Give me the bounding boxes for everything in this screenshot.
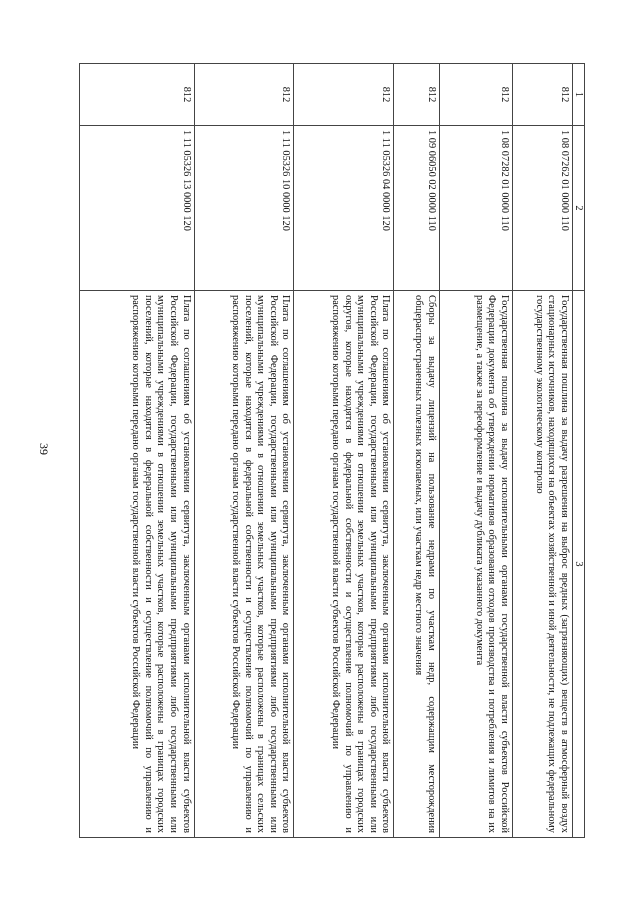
description-cell: Сборы за выдачу лицензий на пользование недрами по участкам недр, содержащим месторождения общераспространенных полезных ископаемых, или участкам недр местного значения — [394, 291, 439, 838]
admin-code-cell: 812 — [194, 64, 294, 126]
column-header-1: 1 — [573, 64, 585, 126]
column-header-2: 2 — [573, 126, 585, 291]
kbk-code-cell: 1 09 06050 02 0000 110 — [394, 126, 439, 291]
kbk-code-cell: 1 11 05326 04 0000 120 — [294, 126, 394, 291]
page-number: 39 — [37, 443, 51, 455]
description-cell: Плата по соглашениям об установлении сервитута, заключенным органами исполнительной власти субъектов Российской Федерации, государственными или муниципальными предприятиями либо государственными или муниципальными учреждениями в отношении земельных участков, которые расположены в границах городских поселений, которые находятся в федеральной собственности и осуществление полномочий по управлению и распоряжению которыми передано органам государственной власти субъектов Российской Федерации — [80, 291, 195, 838]
table-row — [194, 64, 294, 838]
table-row — [394, 64, 439, 838]
description-cell: Государственная пошлина за выдачу разрешения на выброс вредных (загрязняющих) веществ в атмосферный воздух стационарных источников, находящихся на объектах хозяйственной и иной деятельности, не подлежащих федеральному государственному экологическому контролю — [513, 291, 573, 838]
admin-code-cell: 812 — [394, 64, 439, 126]
kbk-code-cell: 1 08 07282 01 0000 110 — [439, 126, 513, 291]
table-row — [80, 64, 195, 838]
kbk-code-cell: 1 08 07262 01 0000 110 — [513, 126, 573, 291]
kbk-code-cell: 1 11 05326 10 0000 120 — [194, 126, 294, 291]
kbk-code-cell: 1 11 05326 13 0000 120 — [80, 126, 195, 291]
admin-code-cell: 812 — [294, 64, 394, 126]
document-table-rotated — [79, 63, 585, 837]
admin-code-cell: 812 — [513, 64, 573, 126]
description-cell: Плата по соглашениям об установлении сервитута, заключенным органами исполнительной власти субъектов Российской Федерации, государственными или муниципальными предприятиями либо государственными или муниципальными учреждениями в отношении земельных участков, которые расположены в границах сельских поселений, которые находятся в федеральной собственности и осуществление полномочий по управлению и распоряжению которыми передано органам государственной власти субъектов Российской Федерации — [194, 291, 294, 838]
admin-code-cell: 812 — [80, 64, 195, 126]
table-header-row — [573, 64, 585, 838]
table-row — [439, 64, 513, 838]
column-header-3: 3 — [573, 291, 585, 838]
admin-code-cell: 812 — [439, 64, 513, 126]
description-cell: Государственная пошлина за выдачу исполнительными органами государственной власти субъектов Российской Федерации документа об утверждении нормативов образования отходов производства и потребления и лимитов на их размещение, а также за переоформление и выдачу дубликата указанного документа — [439, 291, 513, 838]
table-row — [513, 64, 573, 838]
budget-codes-table — [79, 63, 585, 838]
table-row — [294, 64, 394, 838]
description-cell: Плата по соглашениям об установлении сервитута, заключенным органами исполнительной власти субъектов Российской Федерации, государственными или муниципальными предприятиями либо государственными или муниципальными учреждениями в отношении земельных участков, которые расположены в границах городских округов, которые находятся в федеральной собственности и осуществление полномочий по управлению и распоряжению которыми передано органам государственной власти субъектов Российской Федерации — [294, 291, 394, 838]
